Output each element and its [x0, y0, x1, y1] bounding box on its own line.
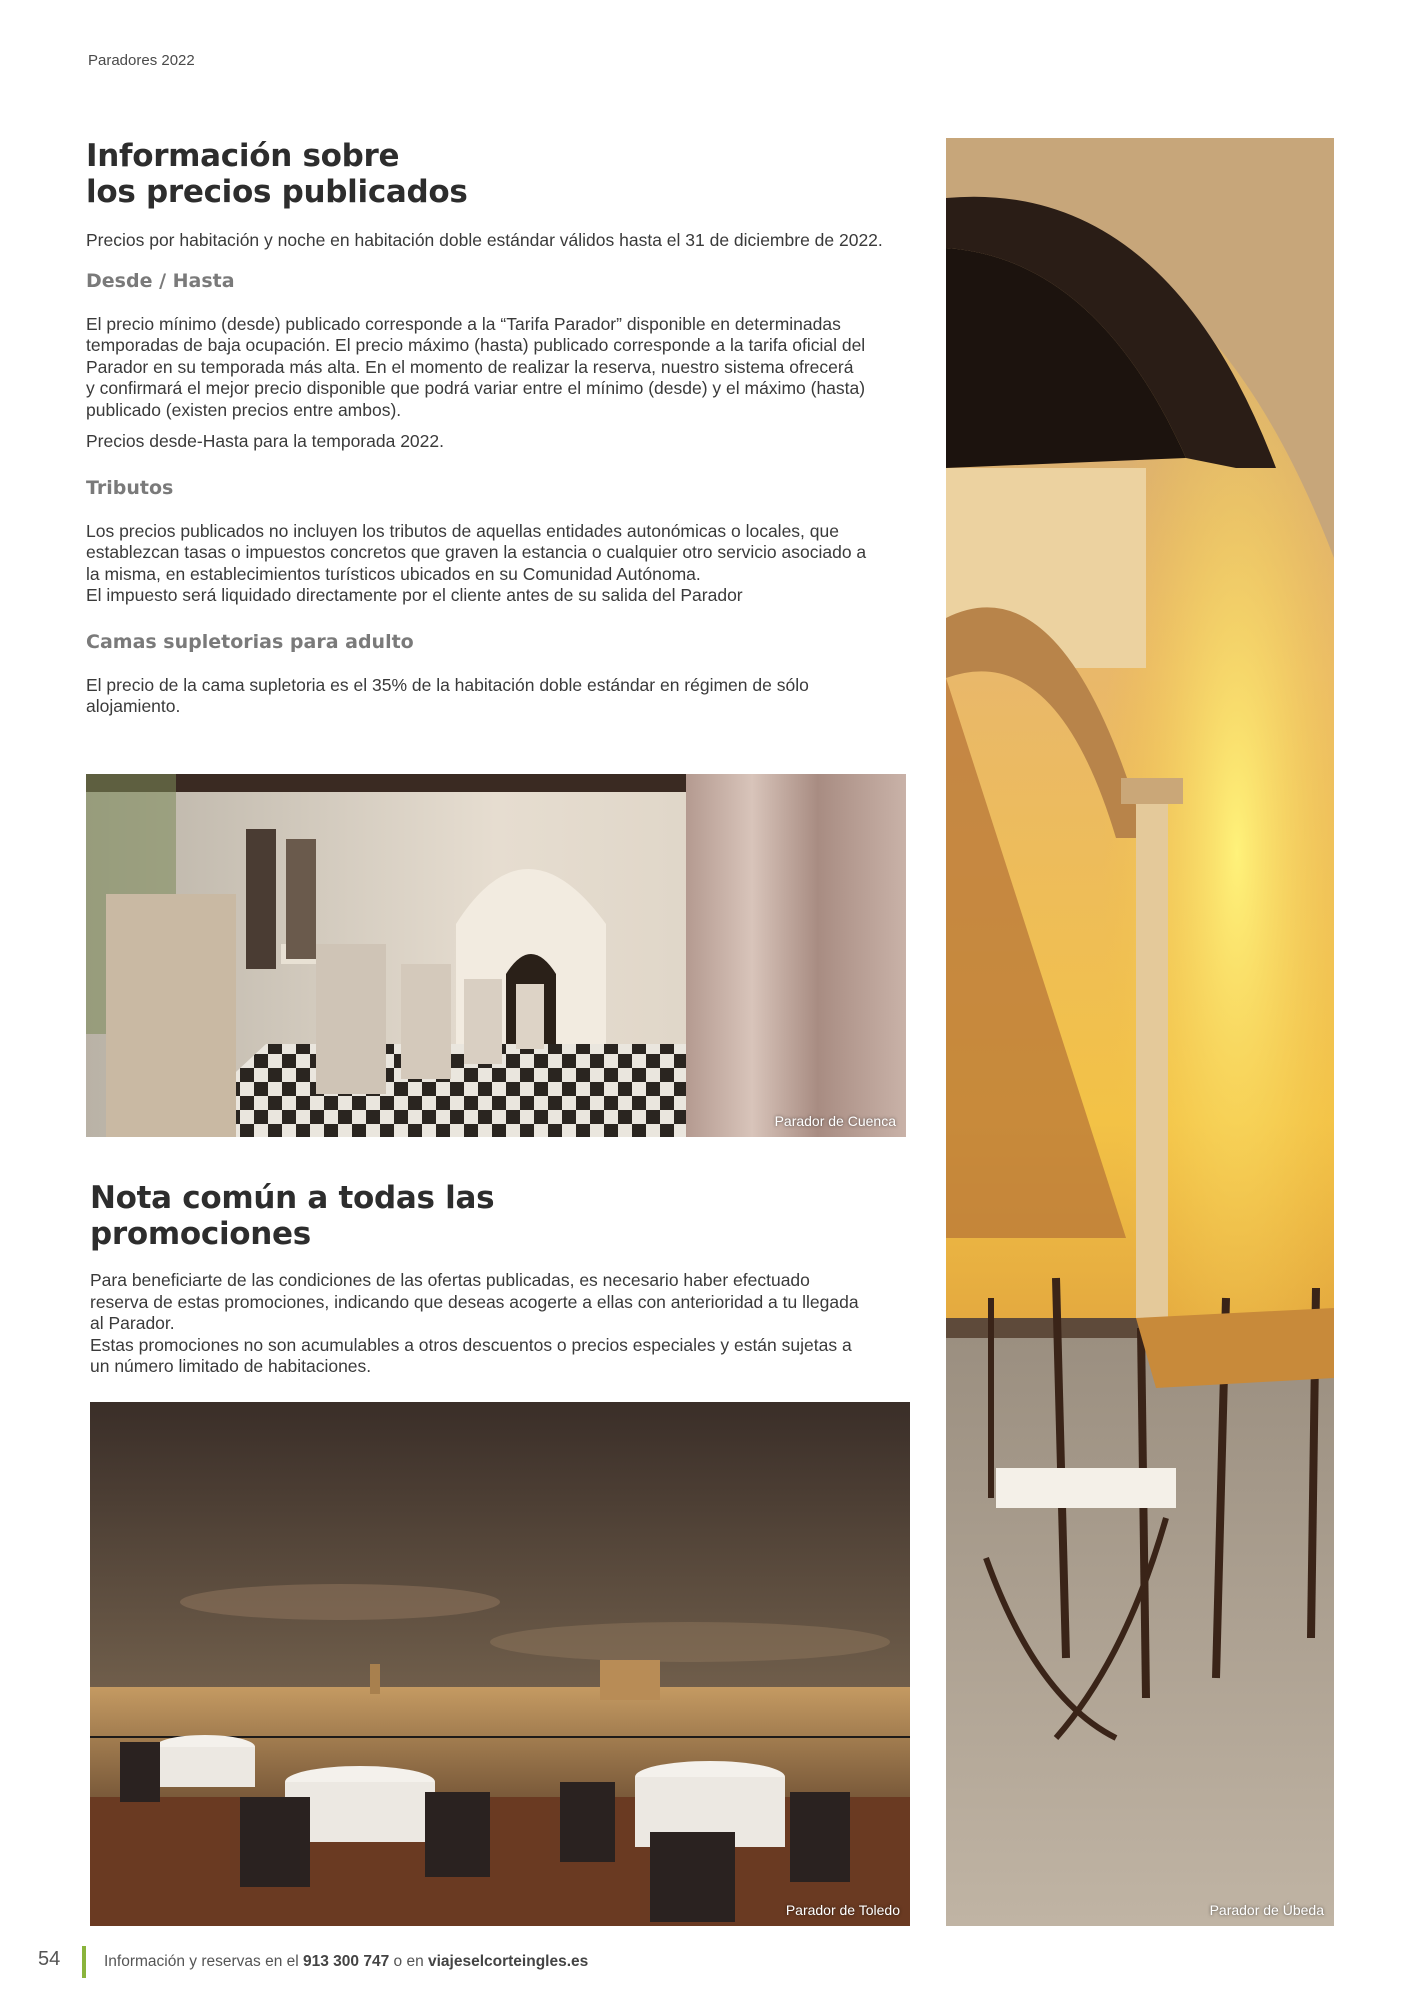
- footer-phone[interactable]: 913 300 747: [303, 1953, 390, 1970]
- caption-ubeda: Parador de Úbeda: [1209, 1902, 1324, 1918]
- prices-title: [86, 138, 906, 210]
- camas-paragraph: [86, 675, 906, 718]
- desde-hasta-line: y confirmará el mejor precio disponible que podrá variar entre el mínimo (desde) y el máximo (hasta): [86, 378, 866, 398]
- tributos-line: Los precios publicados no incluyen los tributos de aquellas entidades autonómicas o locales, que: [86, 520, 839, 541]
- desde-hasta-line: publicado (existen precios entre ambos).: [86, 399, 402, 420]
- promos-line: reserva de estas promociones, indicando que deseas acogerte a ellas con anterioridad a tu llegada: [90, 1291, 859, 1312]
- promos-title: [90, 1180, 910, 1252]
- page-number: 54: [38, 1948, 61, 1970]
- tributos-line: la misma, en establecimientos turísticos ubicados en su Comunidad Autónoma.: [86, 563, 701, 584]
- desde-hasta-note: Precios desde-Hasta para la temporada 2022.: [86, 431, 444, 451]
- photo-parador-ubeda: [946, 138, 1334, 1926]
- promos-line: al Parador.: [90, 1313, 175, 1333]
- camas-line: El precio de la cama supletoria es el 35% de la habitación doble estándar en régimen de sólo: [86, 674, 809, 695]
- camas-line: alojamiento.: [86, 696, 181, 716]
- photo-parador-toledo: [90, 1402, 910, 1926]
- desde-hasta-paragraph: [86, 314, 906, 422]
- prices-intro: Precios por habitación y noche en habitación doble estándar válidos hasta el 31 de diciembre de 2022.: [86, 230, 883, 250]
- camas-heading: Camas supletorias para adulto: [86, 630, 414, 653]
- prices-title-line1: Información sobre: [86, 138, 400, 174]
- cuenca-interior-illustration: [86, 774, 906, 1137]
- tributos-heading: Tributos: [86, 476, 174, 499]
- desde-hasta-line: Parador en su temporada más alta. En el momento de realizar la reserva, nuestro sistema ofrecerá: [86, 356, 854, 377]
- desde-hasta-line: temporadas de baja ocupación. El precio máximo (hasta) publicado corresponde a la tarifa oficial del: [86, 335, 866, 355]
- caption-toledo: Parador de Toledo: [785, 1902, 900, 1918]
- desde-hasta-line: El precio mínimo (desde) publicado corresponde a la “Tarifa Parador” disponible en determinadas: [86, 313, 841, 334]
- caption-cuenca: Parador de Cuenca: [774, 1113, 896, 1129]
- footer-text-prefix: Información y reservas en el: [104, 1953, 304, 1970]
- footer-text-middle: o en: [389, 1953, 428, 1970]
- promos-title-line1: Nota común a todas las: [90, 1180, 495, 1216]
- photo-parador-cuenca: [86, 774, 906, 1137]
- promos-line: Estas promociones no son acumulables a otros descuentos o precios especiales y están sujetas a: [90, 1334, 852, 1355]
- prices-section: [86, 138, 906, 718]
- promos-title-line2: promociones: [90, 1216, 311, 1252]
- tributos-line: establezcan tasas o impuestos concretos que graven la estancia o cualquier otro servicio asociado a: [86, 542, 867, 562]
- footer-contact: [104, 1953, 588, 1971]
- promos-line: un número limitado de habitaciones.: [90, 1356, 372, 1376]
- promos-paragraph: [90, 1270, 910, 1378]
- tributos-line: El impuesto será liquidado directamente por el cliente antes de su salida del Parador: [86, 585, 743, 605]
- running-title: Paradores 2022: [88, 52, 195, 69]
- tributos-paragraph: [86, 521, 906, 607]
- desde-hasta-heading: Desde / Hasta: [86, 269, 235, 292]
- toledo-terrace-illustration: [90, 1402, 910, 1926]
- promos-section: [90, 1180, 910, 1378]
- footer-website-link[interactable]: viajeselcorteingles.es: [428, 1953, 589, 1970]
- footer-accent-bar: [82, 1946, 86, 1978]
- promos-line: Para beneficiarte de las condiciones de las ofertas publicadas, es necesario haber efectuado: [90, 1270, 810, 1290]
- ubeda-courtyard-illustration: [946, 138, 1334, 1926]
- prices-title-line2: los precios publicados: [86, 174, 468, 210]
